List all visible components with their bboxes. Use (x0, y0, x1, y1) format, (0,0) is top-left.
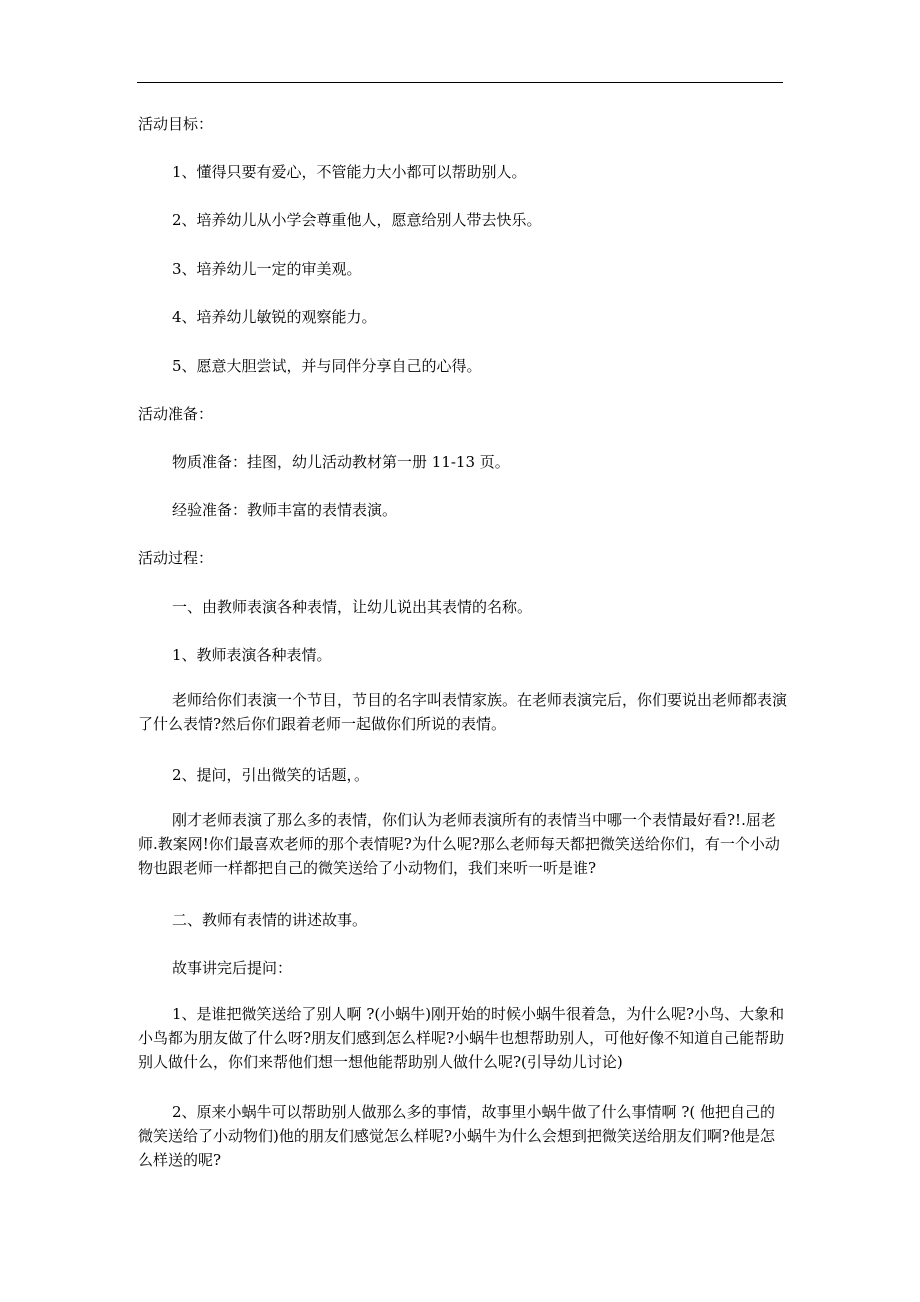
step1-sub2: 2、提问，引出微笑的话题，。 (172, 766, 370, 784)
goal-item: 2、培养幼儿从小学会尊重他人，愿意给别人带去快乐。 (172, 211, 542, 229)
step2-sub: 故事讲完后提问： (172, 959, 293, 977)
step1-sub1-paragraph: 老师给你们表演一个节目，节目的名字叫表情家族。在老师表演完后，你们要说出老师都表演了什么表情?然后你们跟着老师一起做你们所说的表情。 (138, 691, 788, 733)
step1-sub1: 1、教师表演各种表情。 (172, 646, 332, 664)
prep-experience: 经验准备：教师丰富的表情表演。 (172, 501, 398, 519)
question-2: 2、原来小蜗牛可以帮助别人做那么多的事情，故事里小蜗牛做了什么事情啊 ?( 他把自己的微笑送给了小动物们)他的朋友们感觉怎么样呢?小蜗牛为什么会想到把微笑送给朋友们啊?他是怎么样送的呢? (138, 1103, 775, 1169)
goal-item: 1、懂得只要有爱心，不管能力大小都可以帮助别人。 (172, 163, 527, 181)
step1-sub2-paragraph: 刚才老师表演了那么多的表情，你们认为老师表演所有的表情当中哪一个表情最好看?!.屈老师.教案网!你们最喜欢老师的那个表情呢?为什么呢?那么老师每天都把微笑送给你们，有一个小动物也跟老师一样都把自己的微笑送给了小动物们，我们来听一听是谁? (138, 811, 780, 877)
goal-item: 4、培养幼儿敏锐的观察能力。 (172, 308, 377, 326)
step1-title: 一、由教师表演各种表情，让幼儿说出其表情的名称。 (172, 598, 533, 616)
step2-title: 二、教师有表情的讲述故事。 (172, 911, 368, 929)
goal-heading: 活动目标： (138, 115, 214, 133)
goal-item: 3、培养幼儿一定的审美观。 (172, 260, 362, 278)
process-heading: 活动过程： (138, 549, 214, 567)
header-rule (137, 82, 783, 83)
prep-heading: 活动准备： (138, 405, 214, 423)
goal-item: 5、愿意大胆尝试，并与同伴分享自己的心得。 (172, 357, 482, 375)
question-1: 1、是谁把微笑送给了别人啊 ?(小蜗牛)刚开始的时候小蜗牛很着急，为什么呢?小鸟、大象和小鸟都为朋友做了什么呀?朋友们感到怎么样呢?小蜗牛也想帮助别人，可他好像不知道自己能帮助别人做什么，你们来帮他们想一想他能帮助别人做什么呢?(引导幼儿讨论) (138, 1005, 785, 1071)
prep-material: 物质准备：挂图，幼儿活动教材第一册 11-13 页。 (172, 453, 510, 471)
